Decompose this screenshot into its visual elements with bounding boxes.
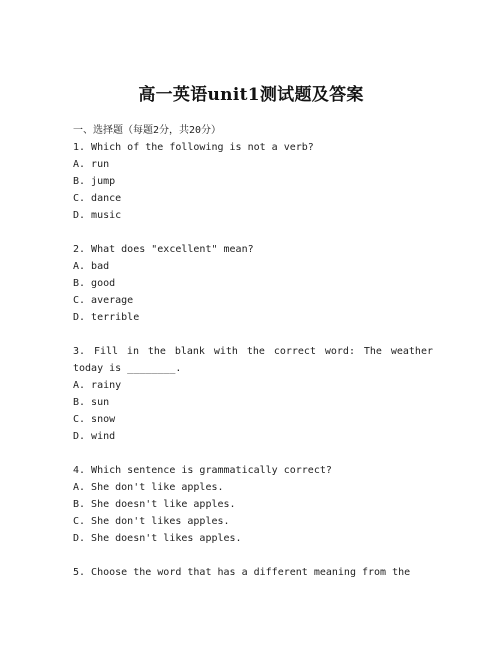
question-stem: 1. Which of the following is not a verb? bbox=[73, 142, 314, 153]
answer-option: A. rainy bbox=[73, 380, 122, 391]
question-stem: 2. What does "excellent" mean? bbox=[73, 244, 254, 255]
answer-option: D. wind bbox=[73, 431, 116, 442]
question-2 bbox=[73, 241, 433, 326]
spacer bbox=[73, 445, 433, 462]
question-stem: 4. Which sentence is grammatically correct? bbox=[73, 465, 332, 476]
answer-option: A. run bbox=[73, 159, 110, 170]
spacer bbox=[73, 326, 433, 343]
answer-option: B. She doesn't like apples. bbox=[73, 499, 236, 510]
answer-option: C. She don't likes apples. bbox=[73, 516, 230, 527]
answer-option: B. good bbox=[73, 278, 116, 289]
answer-option: C. dance bbox=[73, 193, 122, 204]
document-body bbox=[73, 122, 433, 581]
question-3 bbox=[73, 343, 433, 445]
answer-option: A. She don't like apples. bbox=[73, 482, 224, 493]
answer-option: B. sun bbox=[73, 397, 110, 408]
question-5 bbox=[73, 564, 433, 581]
spacer bbox=[73, 547, 433, 564]
question-stem: 3. Fill in the blank with the correct word: The weather today is ________. bbox=[73, 346, 433, 374]
question-stem: 5. Choose the word that has a different meaning from the bbox=[73, 567, 411, 578]
answer-option: B. jump bbox=[73, 176, 116, 187]
answer-option: D. music bbox=[73, 210, 122, 221]
question-4 bbox=[73, 462, 433, 547]
answer-option: C. snow bbox=[73, 414, 116, 425]
answer-option: C. average bbox=[73, 295, 134, 306]
spacer bbox=[73, 224, 433, 241]
question-1 bbox=[73, 139, 433, 224]
section-heading: 一、选择题（每题2分，共20分） bbox=[73, 125, 222, 136]
answer-option: D. She doesn't likes apples. bbox=[73, 533, 242, 544]
document-title: 高一英语unit1测试题及答案 bbox=[138, 85, 364, 105]
answer-option: D. terrible bbox=[73, 312, 140, 323]
answer-option: A. bad bbox=[73, 261, 110, 272]
